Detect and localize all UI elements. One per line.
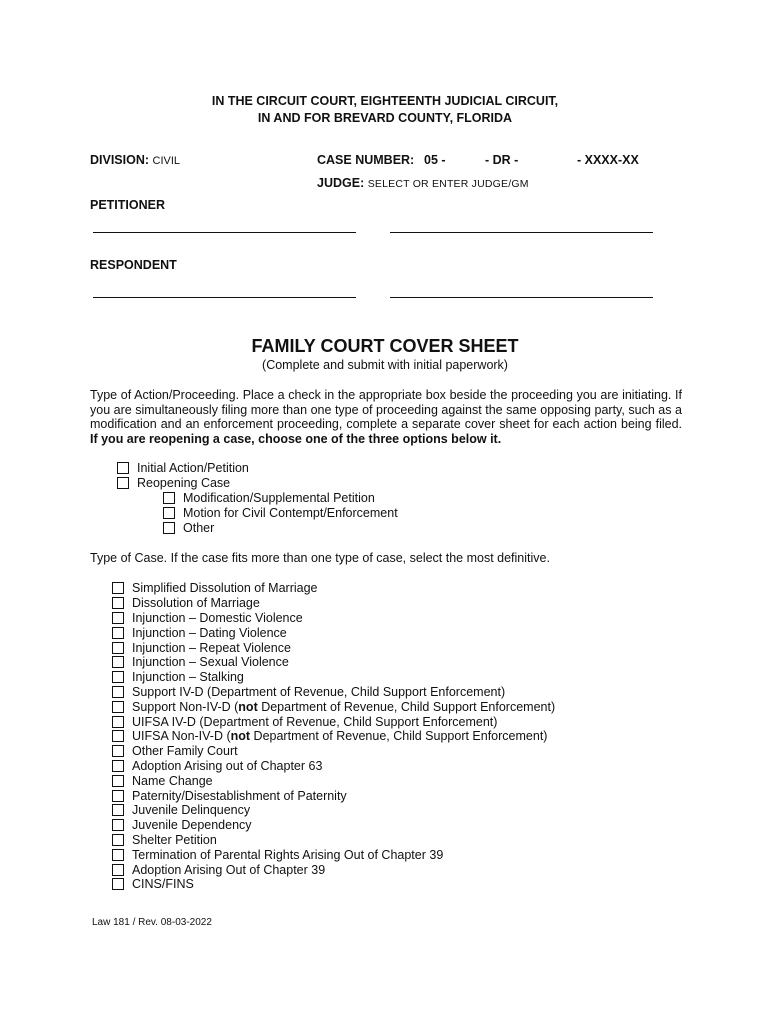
judge-label: JUDGE:: [317, 176, 365, 190]
case-type-checkbox[interactable]: [112, 804, 124, 816]
case-type-label: Dissolution of Marriage: [132, 596, 260, 611]
respondent-label: RESPONDENT: [90, 258, 177, 272]
case-type-checkbox[interactable]: [112, 864, 124, 876]
case-type-checkbox[interactable]: [112, 671, 124, 683]
case-type-intro: Type of Case. If the case fits more than one type of case, select the most definitive.: [90, 551, 550, 565]
case-type-checkbox[interactable]: [112, 745, 124, 757]
case-type-label: Juvenile Delinquency: [132, 803, 251, 818]
judge-select[interactable]: SELECT OR ENTER JUDGE/GM: [367, 178, 529, 190]
proceeding-sub-label: Motion for Civil Contempt/Enforcement: [183, 505, 398, 520]
case-type-item: [112, 818, 555, 833]
respondent-line-left[interactable]: [93, 297, 356, 298]
case-number-suffix[interactable]: - XXXX-XX: [577, 153, 639, 167]
case-type-checkbox[interactable]: [112, 656, 124, 668]
case-type-checkbox[interactable]: [112, 686, 124, 698]
proceeding-reopening-label: Reopening Case: [137, 476, 231, 491]
case-type-item: [112, 596, 555, 611]
respondent-line-right[interactable]: [390, 297, 653, 298]
case-type-item: [112, 655, 555, 670]
instructions-bold-text: If you are reopening a case, choose one of the three options below it.: [90, 431, 502, 446]
revision-footer: Law 181 / Rev. 08-03-2022: [92, 917, 212, 928]
case-type-checkbox[interactable]: [112, 790, 124, 802]
not-emphasis: not: [230, 729, 251, 744]
case-type-label: Injunction – Dating Violence: [132, 625, 287, 640]
case-type-label-end: Department of Revenue, Child Support Enforcement): [257, 699, 556, 714]
division-label: DIVISION:: [90, 153, 150, 167]
case-type-label: Injunction – Stalking: [132, 670, 244, 685]
proceeding-sub-label: Modification/Supplemental Petition: [183, 490, 375, 505]
checkbox-other-reopen[interactable]: [163, 522, 175, 534]
case-type-checkbox[interactable]: [112, 582, 124, 594]
case-type-label: Injunction – Sexual Violence: [132, 655, 289, 670]
case-type-item: [112, 611, 555, 626]
petitioner-line-left[interactable]: [93, 232, 356, 233]
case-type-checkbox[interactable]: [112, 878, 124, 890]
case-type-checkbox[interactable]: [112, 730, 124, 742]
case-type-item: [112, 788, 555, 803]
form-subtitle: (Complete and submit with initial paperwork): [262, 358, 508, 372]
checkbox-contempt[interactable]: [163, 507, 175, 519]
case-number-prefix[interactable]: 05 -: [424, 153, 446, 167]
case-type-checkbox[interactable]: [112, 834, 124, 846]
case-type-item: [112, 670, 555, 685]
case-type-checkbox[interactable]: [112, 612, 124, 624]
case-type-label: Paternity/Disestablishment of Paternity: [132, 788, 347, 803]
case-type-item: [112, 744, 555, 759]
case-type-item: [112, 803, 555, 818]
case-type-label: Support IV-D (Department of Revenue, Child Support Enforcement): [132, 684, 506, 699]
case-type-item: [112, 640, 555, 655]
case-type-checkbox[interactable]: [112, 716, 124, 728]
case-type-checkbox[interactable]: [112, 849, 124, 861]
case-type-checkbox[interactable]: [112, 701, 124, 713]
case-type-label: Shelter Petition: [132, 832, 217, 847]
case-type-label: Termination of Parental Rights Arising Out of Chapter 39: [132, 847, 444, 862]
case-type-label-start: UIFSA Non-IV-D (: [132, 729, 231, 744]
case-type-label: CINS/FINS: [132, 877, 194, 892]
case-type-checkbox[interactable]: [112, 597, 124, 609]
case-type-item: [112, 759, 555, 774]
case-type-item: [112, 699, 555, 714]
petitioner-line-right[interactable]: [390, 232, 653, 233]
proceeding-sub-item: [163, 491, 398, 506]
case-type-checkbox[interactable]: [112, 775, 124, 787]
case-type-label: UIFSA IV-D (Department of Revenue, Child Support Enforcement): [132, 714, 498, 729]
court-header-line-1: IN THE CIRCUIT COURT, EIGHTEENTH JUDICIAL CIRCUIT,: [211, 94, 559, 108]
proceeding-sub-item: [163, 505, 398, 520]
not-emphasis: not: [238, 699, 258, 714]
court-header: [0, 93, 770, 127]
judge-field: [317, 176, 529, 190]
case-type-item: [112, 581, 555, 596]
case-type-label: Other Family Court: [132, 744, 238, 759]
checkbox-initial-action[interactable]: [117, 462, 129, 474]
case-type-item: [112, 625, 555, 640]
instructions-text: Type of Action/Proceeding. Place a check in the appropriate box beside the proceeding you are initiating. If you are simultaneously filing more than one type of proceeding against the same opposing party, such as a modification and an enforcement proceeding, complete a separate cover sheet for each action being filed.: [90, 388, 682, 431]
division-field: [90, 153, 180, 167]
division-value[interactable]: CIVIL: [152, 155, 181, 167]
case-type-item: [112, 847, 555, 862]
proceeding-reopening: [117, 476, 398, 491]
instructions-paragraph: [90, 388, 682, 446]
case-type-checkbox[interactable]: [112, 819, 124, 831]
case-type-item: [112, 833, 555, 848]
proceeding-sub-item: [163, 520, 398, 535]
checkbox-modification[interactable]: [163, 492, 175, 504]
proceeding-sub-label: Other: [183, 520, 215, 535]
case-type-item: [112, 773, 555, 788]
case-number-mid[interactable]: - DR -: [485, 153, 519, 167]
proceeding-initial-label: Initial Action/Petition: [137, 461, 249, 476]
case-type-label: Juvenile Dependency: [132, 818, 252, 833]
case-type-list: [112, 581, 555, 892]
court-header-line-2: IN AND FOR BREVARD COUNTY, FLORIDA: [257, 111, 513, 125]
form-title: FAMILY COURT COVER SHEET: [251, 336, 519, 356]
case-type-checkbox[interactable]: [112, 642, 124, 654]
petitioner-label: PETITIONER: [90, 198, 166, 212]
case-type-item: [112, 714, 555, 729]
case-type-label: Adoption Arising out of Chapter 63: [132, 758, 323, 773]
case-type-item: [112, 729, 555, 744]
case-type-checkbox[interactable]: [112, 627, 124, 639]
case-number-label: CASE NUMBER:: [317, 153, 415, 167]
case-type-label: [132, 729, 547, 743]
case-type-label-end: Department of Revenue, Child Support Enforcement): [250, 729, 548, 744]
case-type-label: Adoption Arising Out of Chapter 39: [132, 862, 326, 877]
case-type-label: Injunction – Repeat Violence: [132, 640, 291, 655]
proceeding-list: [117, 461, 398, 535]
case-type-label: Injunction – Domestic Violence: [132, 610, 303, 625]
case-type-label: [132, 700, 555, 714]
case-type-checkbox[interactable]: [112, 760, 124, 772]
checkbox-reopening-case[interactable]: [117, 477, 129, 489]
proceeding-initial: [117, 461, 398, 476]
case-type-item: [112, 685, 555, 700]
case-type-item: [112, 862, 555, 877]
case-type-item: [112, 877, 555, 892]
case-type-label-start: Support Non-IV-D (: [132, 699, 239, 714]
case-type-label: Name Change: [132, 773, 213, 788]
case-type-label: Simplified Dissolution of Marriage: [132, 581, 318, 596]
